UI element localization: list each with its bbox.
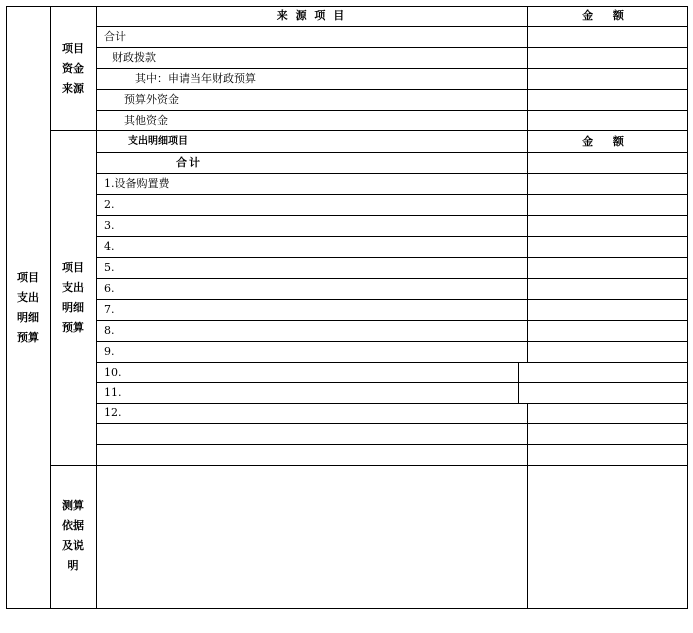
label-line: 明 bbox=[67, 559, 79, 572]
label-line: 明细 bbox=[17, 311, 39, 324]
detail-row: 7. bbox=[104, 303, 115, 316]
border-top bbox=[6, 6, 688, 7]
detail-row: 4. bbox=[104, 240, 115, 253]
funding-row-fiscal: 财政拨款 bbox=[112, 51, 156, 64]
funding-amount-of-which[interactable] bbox=[528, 69, 687, 89]
detail-amount-cell[interactable] bbox=[528, 258, 687, 278]
label-line: 及说 bbox=[62, 539, 84, 552]
detail-row: 8. bbox=[104, 324, 115, 337]
funding-header-amount: 金 额 bbox=[582, 9, 632, 22]
detail-amount-cell[interactable] bbox=[528, 342, 687, 362]
detail-row: 1.设备购置费 bbox=[104, 177, 170, 190]
detail-row: 12. bbox=[104, 406, 122, 419]
calc-section-label bbox=[50, 496, 96, 576]
label-line: 依据 bbox=[62, 519, 84, 532]
detail-row: 10. bbox=[104, 366, 122, 379]
detail-amount-cell[interactable] bbox=[528, 237, 687, 257]
label-line: 项目 bbox=[17, 271, 39, 284]
label-line: 测算 bbox=[62, 499, 84, 512]
detail-row: 9. bbox=[104, 345, 115, 358]
border-right bbox=[687, 6, 688, 609]
detail-header-amount: 金 额 bbox=[582, 135, 632, 148]
detail-total-label: 合计 bbox=[176, 156, 202, 169]
detail-amount-cell[interactable] bbox=[528, 321, 687, 341]
funding-amount-other[interactable] bbox=[528, 111, 687, 130]
funding-amount-fiscal[interactable] bbox=[528, 48, 687, 68]
detail-amount-cell[interactable] bbox=[528, 174, 687, 194]
detail-section-label bbox=[50, 258, 96, 338]
detail-amount-cell[interactable] bbox=[528, 300, 687, 320]
funding-row-other: 其他资金 bbox=[124, 114, 168, 127]
detail-header-item: 支出明细项目 bbox=[128, 136, 188, 147]
calc-description-area[interactable] bbox=[97, 466, 527, 608]
detail-row: 3. bbox=[104, 219, 115, 232]
label-line: 支出 bbox=[17, 291, 39, 304]
funding-row-of-which: 其中：申请当年财政预算 bbox=[135, 72, 256, 85]
detail-amount-cell[interactable] bbox=[528, 404, 687, 423]
detail-amount-total[interactable] bbox=[528, 153, 687, 173]
detail-row: 6. bbox=[104, 282, 115, 295]
separator-funding-detail bbox=[50, 130, 688, 131]
detail-amount-cell[interactable] bbox=[519, 383, 687, 403]
label-line: 支出 bbox=[62, 281, 84, 294]
funding-header-item: 来 源 项 目 bbox=[276, 9, 347, 22]
funding-row-extrabudget: 预算外资金 bbox=[124, 93, 179, 106]
label-line: 来源 bbox=[62, 82, 84, 95]
label-line: 预算 bbox=[17, 331, 39, 344]
detail-amount-cell[interactable] bbox=[528, 424, 687, 444]
label-line: 项目 bbox=[62, 261, 84, 274]
detail-amount-cell[interactable] bbox=[528, 279, 687, 299]
label-line: 项目 bbox=[62, 42, 84, 55]
funding-section-label bbox=[50, 39, 96, 99]
label-line: 明细 bbox=[62, 301, 84, 314]
label-line: 预算 bbox=[62, 321, 84, 334]
funding-amount-total[interactable] bbox=[528, 27, 687, 47]
detail-amount-cell[interactable] bbox=[528, 216, 687, 236]
outer-label bbox=[6, 268, 50, 348]
funding-amount-extrabudget[interactable] bbox=[528, 90, 687, 110]
detail-row: 2. bbox=[104, 198, 115, 211]
detail-row: 5. bbox=[104, 261, 115, 274]
funding-row-total: 合计 bbox=[104, 30, 126, 43]
calc-amount-area[interactable] bbox=[528, 466, 687, 608]
detail-amount-cell[interactable] bbox=[528, 445, 687, 465]
detail-row: 11. bbox=[104, 386, 122, 399]
border-bottom bbox=[6, 608, 688, 609]
detail-amount-cell[interactable] bbox=[519, 363, 687, 382]
detail-amount-cell[interactable] bbox=[528, 195, 687, 215]
label-line: 资金 bbox=[62, 62, 84, 75]
